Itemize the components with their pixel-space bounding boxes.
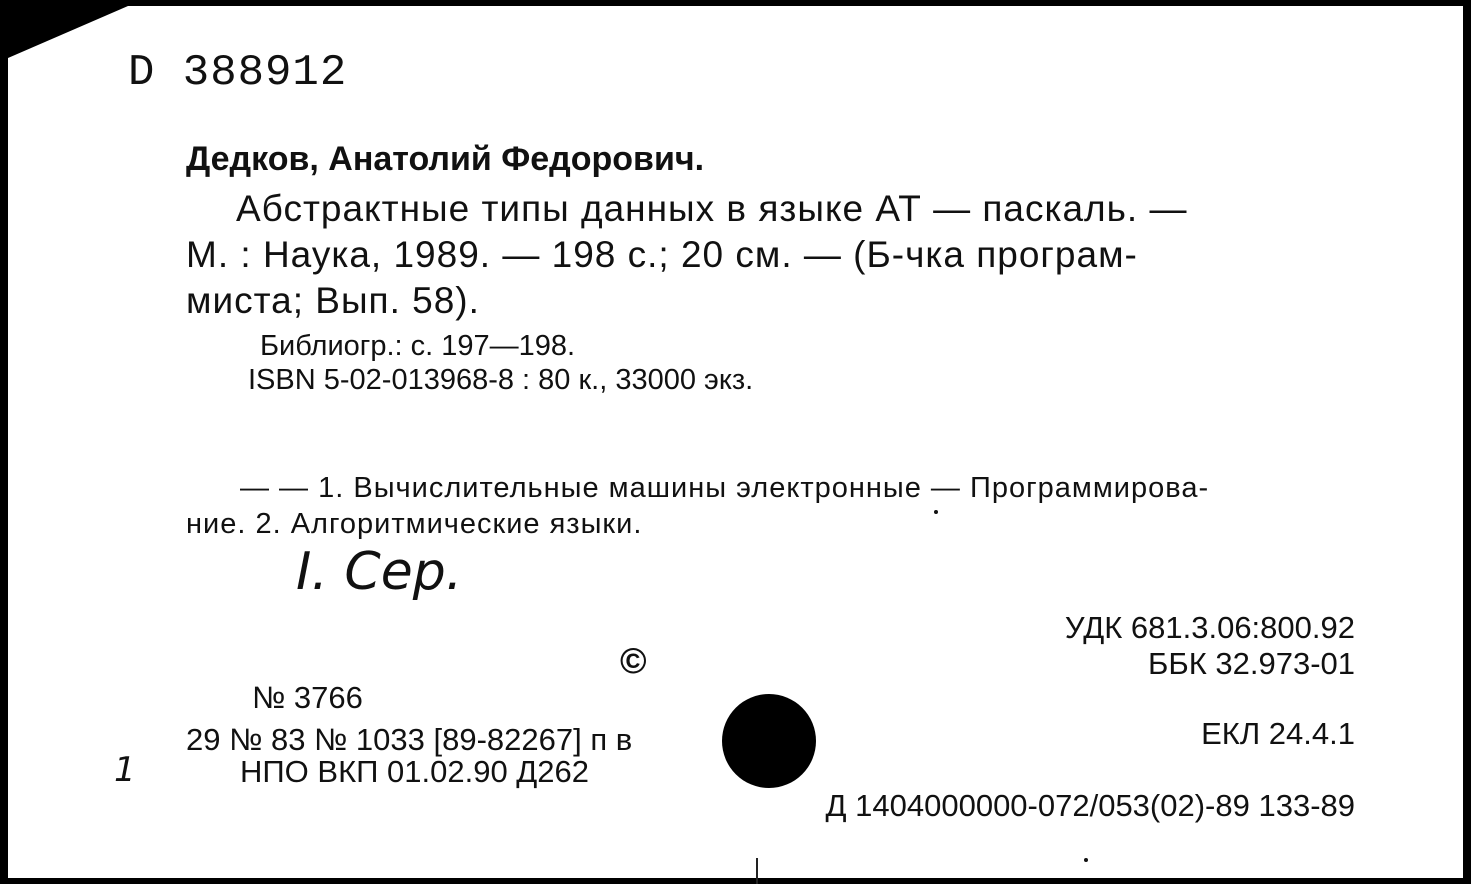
- title-line-1: Абстрактные типы данных в языке АТ — паскаль. —: [236, 188, 1188, 229]
- title-line-3: миста; Вып. 58).: [186, 280, 480, 321]
- handwritten-series: I. Сер.: [296, 542, 463, 602]
- handwritten-mark: 1: [114, 750, 136, 790]
- title-line-2-text: М. : Наука, 1989. — 198 с.; 20 см. — (Б-чка програм-: [186, 234, 1138, 275]
- udk-code: УДК 681.3.06:800.92: [1064, 610, 1355, 645]
- card-number: № 3766: [252, 680, 363, 715]
- author-heading: Дедков, Анатолий Федорович.: [186, 140, 705, 178]
- title-line-2: [186, 234, 1138, 276]
- subjects-line-2: ние. 2. Алгоритмические языки.: [186, 508, 643, 540]
- copyright-mark: ©: [620, 640, 647, 681]
- isbn-line: ISBN 5-02-013968-8 : 80 к., 33000 экз.: [248, 364, 754, 396]
- card-edge-mark: [756, 858, 758, 884]
- ekl-code: ЕКЛ 24.4.1: [1201, 716, 1355, 751]
- catalog-line: 29 № 83 № 1033 [89-82267] п в: [186, 722, 633, 757]
- d-code: Д 1404000000-072/053(02)-89 133-89: [825, 788, 1355, 823]
- speck-1: [934, 510, 938, 514]
- call-number: D 388912: [128, 48, 348, 98]
- subjects-line-1: — — 1. Вычислительные машины электронные — Программирова-: [240, 472, 1210, 504]
- card-corner-cut: [8, 6, 128, 58]
- bibliography-note: Библиогр.: с. 197—198.: [260, 330, 576, 362]
- punch-hole: [722, 694, 816, 788]
- bbk-code: ББК 32.973-01: [1148, 646, 1355, 681]
- speck-2: [1084, 858, 1088, 862]
- npo-line: НПО ВКП 01.02.90 Д262: [240, 754, 590, 789]
